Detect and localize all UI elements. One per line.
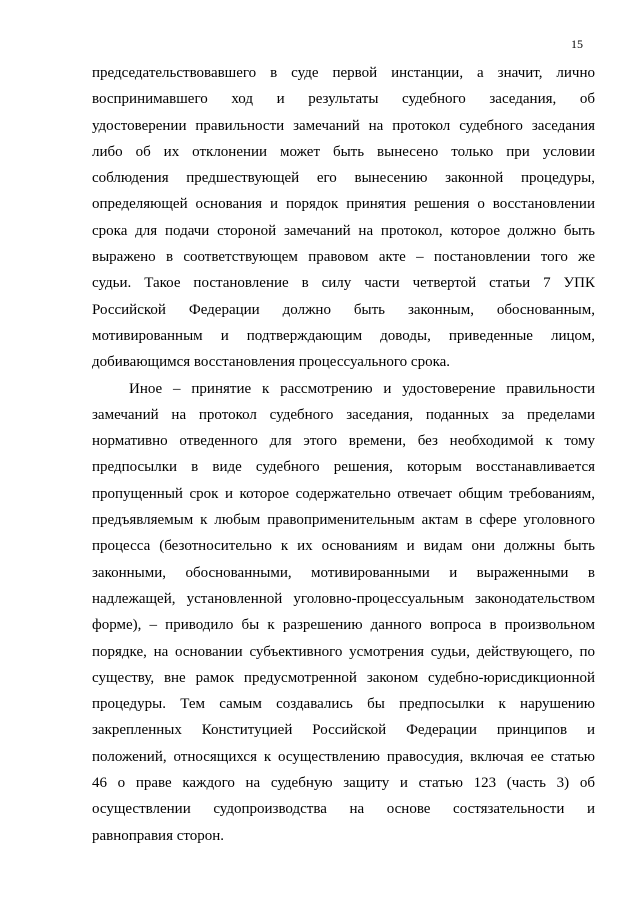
text-line: форме), – приводило бы к разрешению данного вопроса в произвольном xyxy=(92,617,595,634)
text-line: осуществлении судопроизводства на основе состязательности и xyxy=(92,801,595,818)
paragraph-1 xyxy=(92,60,595,376)
text-line: существу, вне рамок предусмотренной законом судебно-юрисдикционной xyxy=(92,669,595,686)
text-line: Иное – принятие к рассмотрению и удостоверение правильности xyxy=(129,380,595,397)
text-line: законными, обоснованными, мотивированными и выраженными в xyxy=(92,564,595,581)
text-line: судьи. Такое постановление в силу части четвертой статьи 7 УПК xyxy=(92,275,595,292)
text-line: Российской Федерации должно быть законным, обоснованным, xyxy=(92,301,595,318)
text-line: 46 о праве каждого на судебную защиту и статью 123 (часть 3) об xyxy=(92,775,595,792)
text-line: определяющей основания и порядок принятия решения о восстановлении xyxy=(92,196,595,213)
text-line: положений, относящихся к осуществлению правосудия, включая ее статью xyxy=(92,748,595,765)
paragraph-2 xyxy=(92,376,595,849)
text-line: соблюдения предшествующей его вынесению законной процедуры, xyxy=(92,170,595,187)
text-line: замечаний на протокол судебного заседания, поданных за пределами xyxy=(92,406,595,423)
page-number: 15 xyxy=(571,37,583,51)
text-line: надлежащей, установленной уголовно-процессуальным законодательством xyxy=(92,590,595,607)
text-line: процесса (безотносительно к их основаниям и видам они должны быть xyxy=(92,538,595,555)
text-line: равноправия сторон. xyxy=(92,827,225,844)
text-line: предъявляемым к любым правоприменительным актам в сфере уголовного xyxy=(92,512,595,529)
text-line: удостоверении правильности замечаний на протокол судебного заседания xyxy=(92,117,595,134)
text-line: процедуры. Тем самым создавались бы предпосылки к нарушению xyxy=(92,696,595,713)
text-line: добивающимся восстановления процессуального срока. xyxy=(92,354,451,371)
text-line: срока для подачи стороной замечаний на протокол, которое должно быть xyxy=(92,222,595,239)
text-line: председательствовавшего в суде первой инстанции, а значит, лично xyxy=(92,65,595,81)
text-line: воспринимавшего ход и результаты судебного заседания, об xyxy=(92,91,595,108)
text-line: нормативно отведенного для этого времени, без необходимой к тому xyxy=(92,433,595,450)
text-line: закрепленных Конституцией Российской Федерации принципов и xyxy=(92,722,595,739)
text-line: предпосылки в виде судебного решения, которым восстанавливается xyxy=(92,459,595,476)
text-line: порядке, на основании субъективного усмотрения судьи, действующего, по xyxy=(92,643,595,660)
document-body xyxy=(92,60,595,849)
text-line: пропущенный срок и которое содержательно отвечает общим требованиям, xyxy=(92,485,595,502)
text-line: либо об их отклонении может быть вынесено только при условии xyxy=(92,143,595,160)
text-line: мотивированным и подтверждающим доводы, приведенные лицом, xyxy=(92,327,595,344)
text-line: выражено в соответствующем правовом акте – постановлении того же xyxy=(92,249,595,266)
